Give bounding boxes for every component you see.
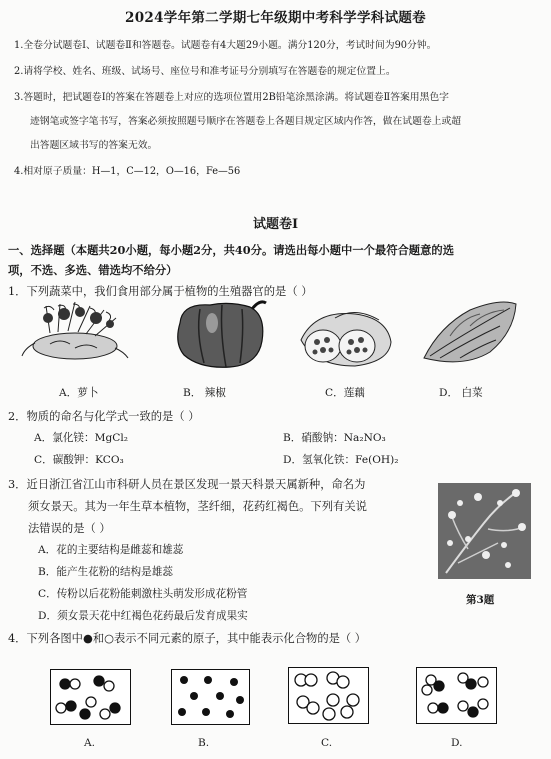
instruction-line-1: 1.全卷分试题卷Ⅰ、试题卷Ⅱ和答题卷。试题卷有4大题29小题。满分120分，考试时间为90分钟。 [14, 40, 437, 51]
q3-stem-line-2: 须女景天。其为一年生草本植物，茎纤细，花药红褐色。下列有关说 [28, 500, 367, 513]
q2-option-c-label: C．碳酸钾： [34, 454, 96, 466]
instruction-line-3: 3.答题时，把试题卷Ⅰ的答案在答题卷上对应的选项位置用2B铅笔涂黑涂满。将试题卷Ⅱ答案用黑色字 [14, 92, 449, 103]
q3-figure-caption: 第3题 [466, 594, 495, 606]
q4-diagram-d [416, 667, 497, 724]
q1-option-d: D． 白菜 [439, 387, 483, 399]
q1-option-c: C．莲藕 [325, 387, 365, 399]
q2-option-c-formula: KCO₃ [95, 454, 124, 466]
q2-option-a-label: A．氯化镁： [34, 432, 95, 444]
q4-option-b: B. [198, 737, 210, 749]
q4-stem: 4．下列各图中●和○表示不同元素的原子，其中能表示化合物的是（ ） [8, 632, 367, 645]
instruction-line-3b: 迹钢笔或签字笔书写，答案必须按照题号顺序在答题卷上各题目规定区域内作答，做在试题卷上或超 [30, 116, 462, 127]
instruction-line-4: 4.相对原子质量：H—1，C—12，O—16，Fe—56 [14, 166, 241, 177]
q3-option-a: A．花的主要结构是雌蕊和雄蕊 [38, 544, 184, 556]
q3-stem-line-1: 3．近日浙江省江山市科研人员在景区发现一景天科景天属新种，命名为 [8, 478, 366, 491]
cabbage-image [420, 296, 520, 370]
q2-option-b-formula: Na₂NO₃ [343, 432, 386, 444]
section-title: 试题卷Ⅰ [252, 217, 299, 232]
q2-stem: 2．物质的命名与化学式一致的是（ ） [8, 410, 200, 423]
q3-option-b: B．能产生花粉的结构是雄蕊 [38, 566, 173, 578]
q2-option-b-label: B．硝酸钠： [283, 432, 344, 444]
section-heading-line-2: 项，不选、多选、错选均不给分） [8, 263, 178, 277]
exam-title: 2024学年第二学期七年级期中考科学学科试题卷 [125, 10, 426, 26]
q1-stem: 1．下列蔬菜中，我们食用部分属于植物的生殖器官的是（ ） [8, 285, 313, 298]
q4-option-d: D. [451, 737, 463, 749]
q2-option-d-label: D．氢氧化铁： [283, 454, 356, 466]
q2-option-c [34, 452, 124, 467]
q2-option-a-formula: MgCl₂ [94, 432, 128, 444]
q4-diagram-a [50, 669, 131, 725]
q2-option-d [283, 452, 399, 467]
q4-diagram-b [171, 669, 250, 725]
q1-option-a: A．萝卜 [59, 387, 99, 399]
q2-option-a [34, 430, 128, 445]
radish-image [20, 298, 130, 368]
q4-option-a: A. [84, 737, 96, 749]
q3-option-c: C．传粉以后花粉能刺激柱头萌发形成花粉管 [38, 588, 248, 600]
lotus-root-image [295, 300, 395, 372]
instruction-line-2: 2.请将学校、姓名、班级、试场号、座位号和准考证号分别填写在答题卷的规定位置上。 [14, 66, 396, 77]
q4-diagram-c [288, 667, 369, 724]
q3-option-d: D．须女景天花中红褐色花药最后发育成果实 [38, 610, 248, 622]
sedum-flower-photo [438, 483, 531, 579]
q3-stem-line-3: 法错误的是（ ） [28, 522, 111, 535]
q2-option-b [283, 430, 386, 445]
instruction-line-3c: 出答题区域书写的答案无效。 [30, 140, 158, 151]
q4-option-c: C. [321, 737, 333, 749]
q2-option-d-formula: Fe(OH)₂ [355, 454, 399, 466]
pepper-image [170, 293, 270, 373]
q1-option-b: B． 辣椒 [183, 387, 226, 399]
section-heading-line-1: 一、选择题（本题共20小题，每小题2分，共40分。请选出每小题中一个最符合题意的选 [8, 243, 454, 257]
